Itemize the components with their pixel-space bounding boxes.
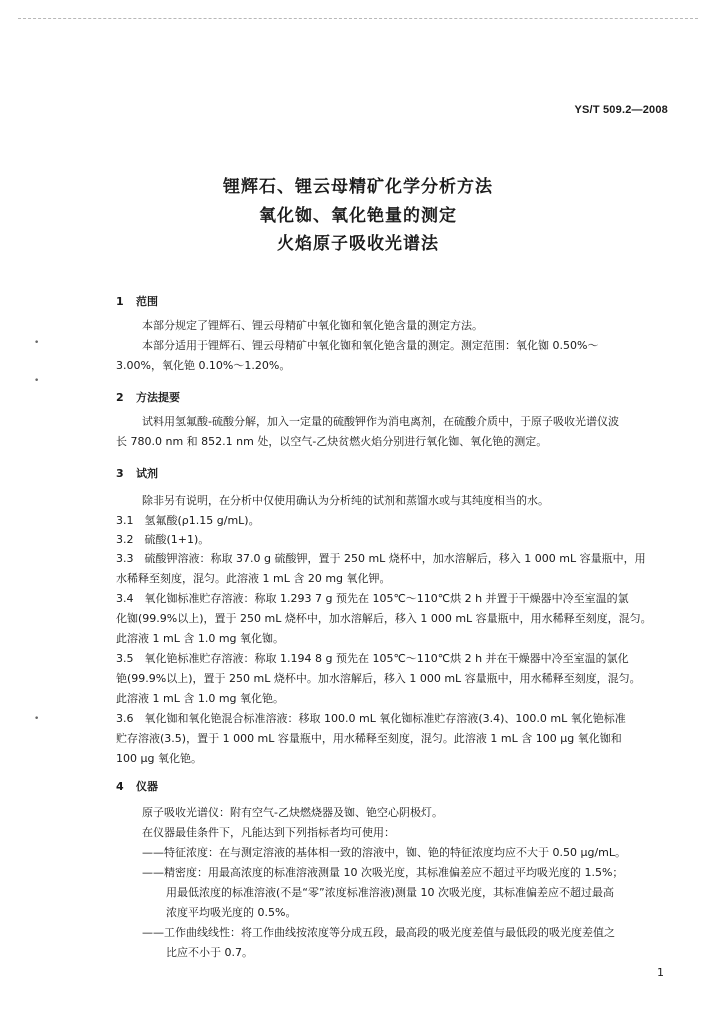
list-item: 化铷(99.9%以上)，置于 250 mL 烧杯中，加水溶解后，移入 1 000 mL 容量瓶中，用水稀释至刻度，混匀。	[116, 612, 652, 625]
paragraph: 本部分适用于锂辉石、锂云母精矿中氧化铷和氧化铯含量的测定。测定范围：氧化铷 0.50%～	[142, 339, 599, 352]
title-line-1: 锂辉石、锂云母精矿化学分析方法	[223, 177, 493, 197]
bullet-item: ——工作曲线线性：将工作曲线按浓度等分成五段，最高段的吸光度差值与最低段的吸光度差值之	[142, 926, 615, 939]
bullet-item: 浓度平均吸光度的 0.5%。	[166, 906, 297, 919]
paragraph: 本部分规定了锂辉石、锂云母精矿中氧化铷和氧化铯含量的测定方法。	[142, 319, 483, 332]
list-item: 3.2 硫酸(1+1)。	[116, 533, 210, 546]
paragraph: 试料用氢氟酸-硫酸分解，加入一定量的硫酸钾作为消电离剂，在硫酸介质中，于原子吸收光谱仪波	[142, 415, 619, 428]
scan-speck: •	[34, 714, 40, 724]
section-heading: 1 范围	[116, 295, 158, 308]
scan-speck: •	[34, 376, 40, 386]
paragraph: 原子吸收光谱仪：附有空气-乙炔燃烧器及铷、铯空心阴极灯。	[142, 806, 443, 819]
bullet-item: 用最低浓度的标准溶液(不是“零”浓度标准溶液)测量 10 次吸光度，其标准偏差应不超过最高	[166, 886, 614, 899]
page-number: 1	[657, 966, 664, 979]
paragraph: 除非另有说明，在分析中仅使用确认为分析纯的试剂和蒸馏水或与其纯度相当的水。	[142, 494, 549, 507]
paragraph: 长 780.0 nm 和 852.1 nm 处，以空气-乙炔贫燃火焰分别进行氧化铷、氧化铯的测定。	[116, 435, 548, 448]
scan-speck: •	[34, 338, 40, 348]
section-heading: 3 试剂	[116, 467, 158, 480]
bullet-item: ——精密度：用最高浓度的标准溶液测量 10 次吸光度，其标准偏差应不超过平均吸光度的 1.5%；	[142, 866, 624, 879]
paragraph: 3.00%，氧化铯 0.10%～1.20%。	[116, 359, 291, 372]
list-item: 水稀释至刻度，混匀。此溶液 1 mL 含 20 mg 氧化钾。	[116, 572, 391, 585]
paragraph: 在仪器最佳条件下，凡能达到下列指标者均可使用：	[142, 826, 395, 839]
section-heading: 2 方法提要	[116, 391, 180, 404]
list-item: 此溶液 1 mL 含 1.0 mg 氧化铯。	[116, 692, 285, 705]
list-item: 100 μg 氧化铯。	[116, 752, 202, 765]
list-item: 3.1 氢氟酸(ρ1.15 g/mL)。	[116, 514, 260, 527]
list-item: 3.5 氧化铯标准贮存溶液：称取 1.194 8 g 预先在 105℃～110℃烘 2 h 并在干燥器中冷至室温的氯化	[116, 652, 629, 665]
top-rule	[18, 18, 698, 19]
list-item: 3.6 氧化铷和氧化铯混合标准溶液：移取 100.0 mL 氧化铷标准贮存溶液(3.4)、100.0 mL 氧化铯标准	[116, 712, 626, 725]
list-item: 贮存溶液(3.5)，置于 1 000 mL 容量瓶中，用水稀释至刻度，混匀。此溶液 1 mL 含 100 μg 氧化铷和	[116, 732, 622, 745]
list-item: 此溶液 1 mL 含 1.0 mg 氧化铷。	[116, 632, 285, 645]
title-line-3: 火焰原子吸收光谱法	[277, 234, 439, 254]
list-item: 3.3 硫酸钾溶液：称取 37.0 g 硫酸钾，置于 250 mL 烧杯中，加水溶解后，移入 1 000 mL 容量瓶中，用	[116, 552, 646, 565]
list-item: 铯(99.9%以上)，置于 250 mL 烧杯中。加水溶解后，移入 1 000 mL 容量瓶中，用水稀释至刻度，混匀。	[116, 672, 641, 685]
bullet-item: 比应不小于 0.7。	[166, 946, 253, 959]
section-heading: 4 仪器	[116, 780, 158, 793]
list-item: 3.4 氧化铷标准贮存溶液：称取 1.293 7 g 预先在 105℃～110℃烘 2 h 并置于干燥器中冷至室温的氯	[116, 592, 629, 605]
title-line-2: 氧化铷、氧化铯量的测定	[259, 206, 457, 226]
standard-number: YS/T 509.2—2008	[574, 104, 668, 116]
bullet-item: ——特征浓度：在与测定溶液的基体相一致的溶液中，铷、铯的特征浓度均应不大于 0.50 μg/mL。	[142, 846, 627, 859]
